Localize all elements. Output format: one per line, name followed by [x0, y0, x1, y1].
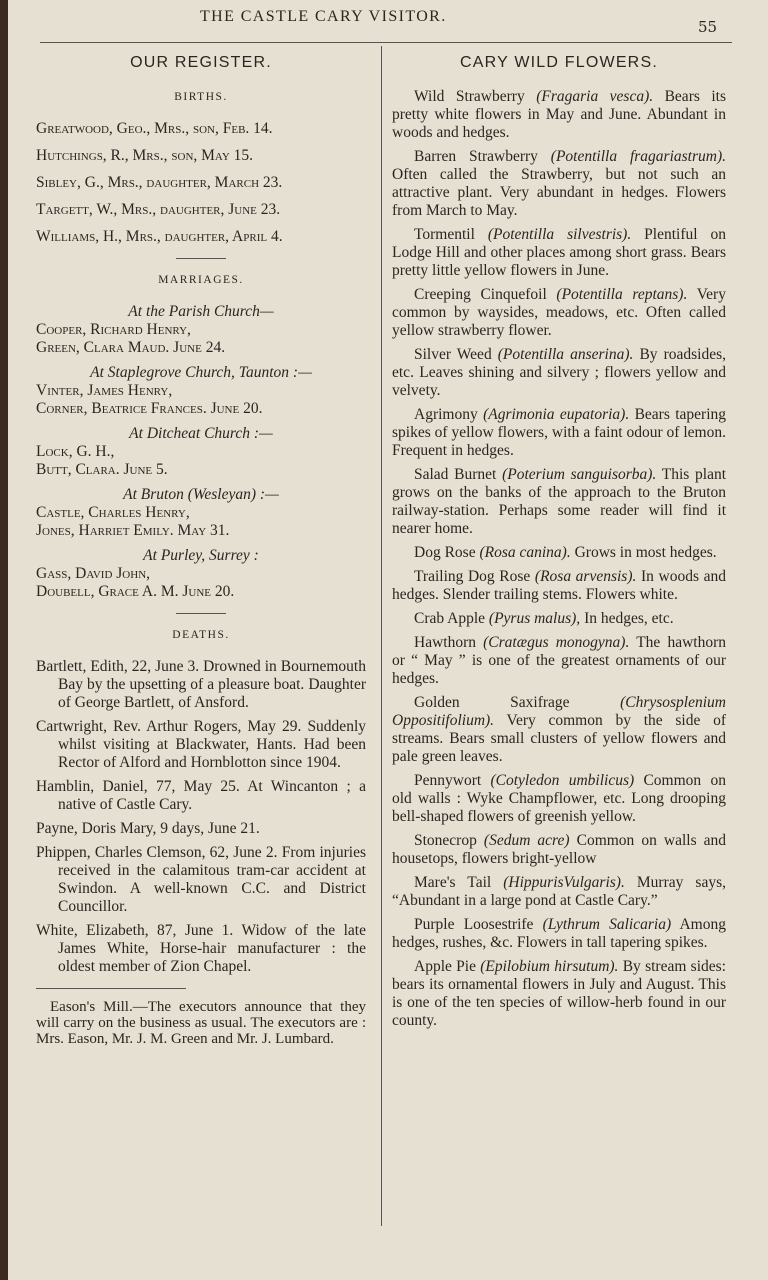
header-rule [40, 42, 732, 43]
flower-latin-name: (Rosa canina). [479, 544, 571, 561]
flower-description: This plant grows on the banks of the approach to the Bruton railway-station. Perhaps some reader will find it nearer home. [392, 466, 727, 537]
flower-entry [392, 544, 726, 562]
church-name: At Purley, Surrey : [143, 547, 259, 564]
wild-flowers-column [392, 52, 726, 1036]
page [8, 0, 768, 1280]
flower-latin-name: (Fragaria vesca). [536, 88, 654, 105]
flower-name: Dog Rose [414, 544, 476, 561]
flower-name: Wild Strawberry [414, 88, 525, 105]
death-entry: Bartlett, Edith, 22, June 3. Drowned in Bournemouth Bay by the upsetting of a pleasure boat. Daughter of George Bartlett, of Ansford. [36, 658, 366, 711]
register-column [36, 52, 366, 1047]
flower-name: Tormentil [414, 226, 475, 243]
flower-entry [392, 916, 726, 952]
groom: Lock, G. H., [36, 443, 115, 460]
flower-description: Among hedges, rushes, &c. Flowers in tall tapering spikes. [392, 916, 726, 951]
flower-entry [392, 634, 726, 688]
flower-name: Purple Loosestrife [414, 916, 534, 933]
flower-name: Mare's Tail [414, 874, 492, 891]
flower-latin-name: (Pyrus malus), [488, 610, 581, 627]
flower-entry [392, 610, 726, 628]
deaths-heading: DEATHS. [172, 629, 230, 641]
flower-latin-name: (Sedum acre) [483, 832, 570, 849]
flower-entry [392, 286, 726, 340]
flower-description: In hedges, etc. [584, 610, 674, 627]
flower-description: Very common by waysides, meadows, etc. Often called yellow strawberry flower. [392, 286, 726, 339]
page-number: 55 [698, 18, 718, 36]
flower-entry [392, 694, 726, 766]
flower-latin-name: (Rosa arvensis). [534, 568, 637, 585]
eason-mill-notice: Eason's Mill.—The executors announce that they will carry on the business as usual. The executors are : Mrs. Eason, Mr. J. M. Green and Mr. J. Lumbard. [36, 999, 366, 1047]
flower-entry [392, 568, 726, 604]
flower-latin-name: (Lythrum Salicaria) [542, 916, 672, 933]
flower-latin-name: (Agrimonia eupatoria). [483, 406, 630, 423]
death-entry: Cartwright, Rev. Arthur Rogers, May 29. Suddenly whilst visiting at Blackwater, Hants. Had been Rector of Alford and Hornblotton since 1904. [36, 718, 366, 771]
marriage-entry [36, 425, 366, 479]
flower-name: Creeping Cinquefoil [414, 286, 547, 303]
flower-latin-name: (Potentilla fragariastrum). [550, 148, 726, 165]
flower-name: Stonecrop [414, 832, 477, 849]
bride: Doubell, Grace A. M. June 20. [36, 583, 235, 600]
church-name: At the Parish Church— [128, 303, 274, 320]
header [8, 6, 768, 34]
groom: Cooper, Richard Henry, [36, 321, 191, 338]
bride: Green, Clara Maud. June 24. [36, 339, 226, 356]
flower-name: Salad Burnet [414, 466, 497, 483]
birth-entry: Williams, H., Mrs., daughter, April 4. [36, 228, 283, 245]
flower-description: Often called the Strawberry, but not such an attractive plant. Very abundant in hedges. Flowers from March to May. [392, 166, 726, 219]
flower-entry [392, 406, 726, 460]
flower-description: The hawthorn or “ May ” is one of the greatest ornaments of our hedges. [392, 634, 726, 687]
church-name: At Bruton (Wesleyan) :— [123, 486, 279, 503]
flower-name: Agrimony [414, 406, 478, 423]
marriage-entry [36, 547, 366, 601]
flower-description: Grows in most hedges. [574, 544, 717, 561]
flower-entry [392, 148, 726, 220]
flower-entry [392, 226, 726, 280]
flower-name: Trailing Dog Rose [414, 568, 531, 585]
flower-latin-name: (Chrysosplenium Oppositifolium). [392, 694, 726, 729]
church-name: At Ditcheat Church :— [129, 425, 273, 442]
death-entry: Phippen, Charles Clemson, 62, June 2. From injuries received in the calamitous tram-car accident at Swindon. A well-known C.C. and District Councillor. [36, 844, 366, 915]
death-entry: White, Elizabeth, 87, June 1. Widow of the late James White, Horse-hair manufacturer : the oldest member of Zion Chapel. [36, 922, 366, 975]
flower-description: Plentiful on Lodge Hill and other places among short grass. Bears pretty little yellow flowers in June. [392, 226, 726, 279]
flower-entry [392, 772, 726, 826]
birth-entry: Sibley, G., Mrs., daughter, March 23. [36, 174, 283, 191]
groom: Gass, David John, [36, 565, 151, 582]
flower-latin-name: (Cratægus monogyna). [483, 634, 630, 651]
flower-description: By stream sides: bears its ornamental flowers in July and August. This is one of the ten species of willow-herb found in our county. [392, 958, 726, 1029]
flower-list [392, 88, 726, 1030]
flower-latin-name: (Potentilla anserina). [497, 346, 634, 363]
bride: Corner, Beatrice Frances. June 20. [36, 400, 263, 417]
flower-description: Common on walls and housetops, flowers bright-yellow [392, 832, 727, 867]
wild-flowers-title: CARY WILD FLOWERS. [460, 54, 658, 71]
running-title: THE CASTLE CARY VISITOR. [200, 8, 447, 25]
flower-description: In woods and hedges. Slender trailing stems. Flowers white. [392, 568, 726, 603]
column-divider [381, 46, 382, 1226]
flower-name: Barren Strawberry [414, 148, 538, 165]
church-name: At Staplegrove Church, Taunton :— [90, 364, 312, 381]
flower-entry [392, 346, 726, 400]
marriages-heading: MARRIAGES. [158, 274, 244, 286]
section-rule [36, 988, 186, 989]
death-entry: Hamblin, Daniel, 77, May 25. At Wincanton ; a native of Castle Cary. [36, 778, 366, 813]
birth-entry: Greatwood, Geo., Mrs., son, Feb. 14. [36, 120, 273, 137]
flower-latin-name: (Poterium sanguisorba). [502, 466, 657, 483]
flower-description: Very common by the side of streams. Bears small clusters of yellow flowers and pale green leaves. [392, 712, 726, 765]
marriage-entry [36, 486, 366, 540]
births-heading: BIRTHS. [174, 91, 228, 103]
flower-latin-name: (Epilobium hirsutum). [480, 958, 619, 975]
flower-entry [392, 88, 726, 142]
marriage-entry [36, 364, 366, 418]
section-rule [176, 613, 226, 614]
bride: Jones, Harriet Emily. May 31. [36, 522, 230, 539]
flower-name: Apple Pie [414, 958, 476, 975]
birth-entry: Hutchings, R., Mrs., son, May 15. [36, 147, 254, 164]
marriage-entry [36, 303, 366, 357]
flower-latin-name: (HippurisVulgaris). [503, 874, 625, 891]
flower-description: Murray says, “Abundant in a large pond at Castle Cary.” [392, 874, 726, 909]
flower-description: Bears tapering spikes of yellow flowers, with a faint odour of lemon. Frequent in hedges. [392, 406, 727, 459]
flower-latin-name: (Potentilla silvestris). [487, 226, 632, 243]
flower-entry [392, 958, 726, 1030]
flower-latin-name: (Cotyledon umbilicus) [490, 772, 635, 789]
birth-entry: Targett, W., Mrs., daughter, June 23. [36, 201, 281, 218]
flower-entry [392, 466, 726, 538]
flower-description: Common on old walls : Wyke Champflower, etc. Long drooping bell-shaped flowers of greenish yellow. [392, 772, 726, 825]
groom: Vinter, James Henry, [36, 382, 173, 399]
flower-name: Hawthorn [414, 634, 476, 651]
groom: Castle, Charles Henry, [36, 504, 190, 521]
flower-description: Bears its pretty white flowers in May and June. Abundant in woods and hedges. [392, 88, 726, 141]
death-entry: Payne, Doris Mary, 9 days, June 21. [36, 820, 260, 837]
flower-entry [392, 874, 726, 910]
flower-name: Golden Saxifrage [414, 694, 570, 711]
flower-name: Crab Apple [414, 610, 486, 627]
bride: Butt, Clara. June 5. [36, 461, 168, 478]
flower-name: Silver Weed [414, 346, 492, 363]
flower-entry [392, 832, 726, 868]
flower-latin-name: (Potentilla reptans). [556, 286, 688, 303]
flower-description: By roadsides, etc. Leaves shining and silvery ; flowers yellow and velvety. [392, 346, 727, 399]
flower-name: Pennywort [414, 772, 482, 789]
section-rule [176, 258, 226, 259]
register-title: OUR REGISTER. [130, 54, 272, 71]
